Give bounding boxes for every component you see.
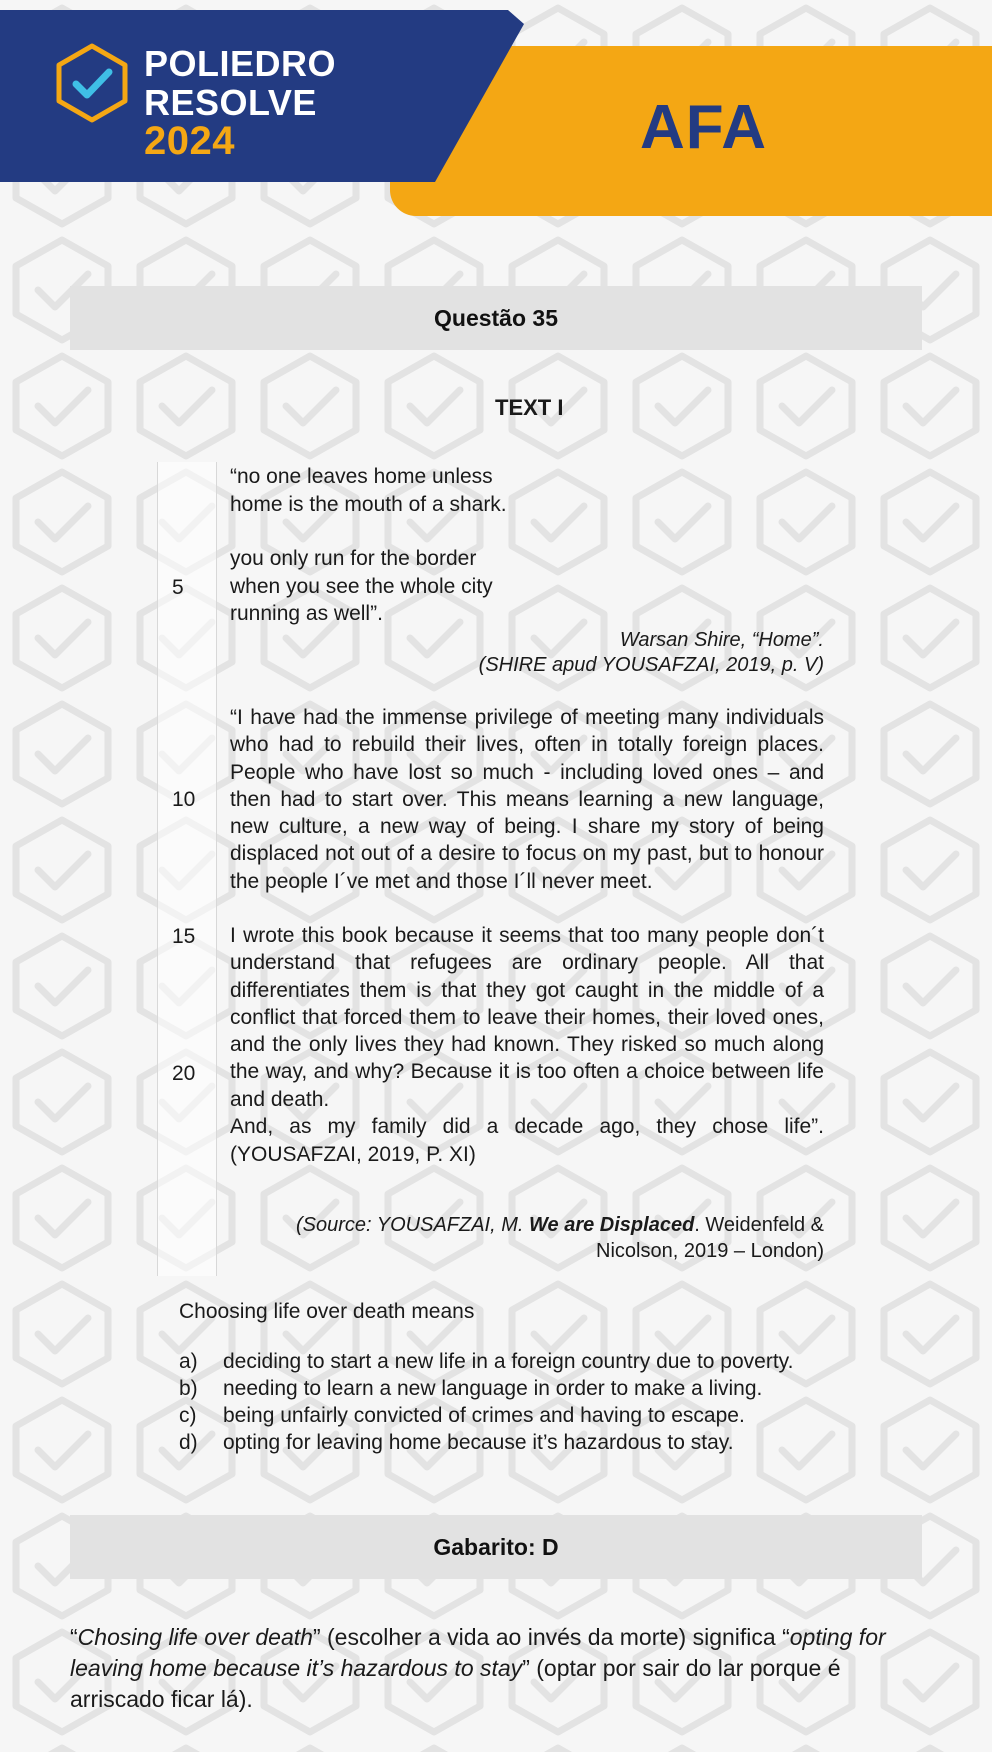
- option-b: [179, 1377, 762, 1401]
- paragraph-2: I wrote this book because it seems that too many people don´t understand that refugees are ordinary people. All that differentiates them is that they got caught in the middle of a conflict that forced them to leave their homes, their loved ones, and the only lives they had known. They risked so much along the way, and why? Because it is too often a choice between life and death.: [230, 924, 824, 1111]
- poem-credit-author: Warsan Shire, “Home”.: [619, 629, 824, 651]
- paragraph-3: And, as my family did a decade ago, they chose life”.: [230, 1115, 824, 1138]
- option-d: [179, 1431, 734, 1455]
- poem-line: when you see the whole city: [230, 575, 493, 598]
- question-prompt: Choosing life over death means: [179, 1300, 475, 1323]
- poem-credit-ref: (SHIRE apud YOUSAFZAI, 2019, p. V): [478, 654, 824, 676]
- source-book-title: We are Displaced: [529, 1214, 695, 1236]
- source-line-2: Nicolson, 2019 – London: [596, 1240, 818, 1262]
- line-number-column: [157, 462, 217, 1276]
- source-suffix: . Weidenfeld &: [694, 1214, 824, 1236]
- option-text: deciding to start a new life in a foreign country due to poverty.: [223, 1350, 794, 1373]
- source-prefix: (Source: YOUSAFZAI, M.: [295, 1214, 530, 1236]
- option-key: b): [179, 1377, 198, 1400]
- line-number: 5: [172, 576, 184, 599]
- question-heading-bar: [70, 286, 922, 350]
- brand-logo-text: [144, 44, 336, 161]
- explanation-open-quote: “: [70, 1624, 78, 1650]
- poem-line: home is the mouth of a shark.: [230, 493, 507, 516]
- option-a: [179, 1350, 793, 1374]
- line-number: 20: [172, 1062, 196, 1085]
- question-heading: Questão 35: [434, 304, 558, 331]
- paragraph-1: “I have had the immense privilege of meeting many individuals who had to rebuild their lives, often in totally foreign places. People who have lost so much - including loved ones – and then had to start over. This means learning a new language, new culture, a new way of being. I share my story of being displaced not out of a desire to focus on my past, but to honour the people I´ve met and those I´ll never meet.: [230, 706, 824, 893]
- line-number: 10: [172, 788, 196, 811]
- brand-line-2: RESOLVE: [144, 82, 317, 123]
- option-key: d): [179, 1431, 198, 1454]
- paragraph-3-reference: (YOUSAFZAI, 2019, P. XI): [230, 1143, 476, 1166]
- exam-name: AFA: [640, 93, 767, 162]
- poem-line: running as well”.: [230, 602, 383, 625]
- text-title: TEXT I: [495, 395, 564, 420]
- explanation-quote-1: Chosing life over death: [77, 1624, 313, 1650]
- poem-line: you only run for the border: [230, 547, 477, 570]
- source-close: ): [817, 1240, 824, 1262]
- line-number: 15: [172, 925, 196, 948]
- brand-year: 2024: [144, 119, 235, 163]
- answer-heading-bar: [70, 1515, 922, 1579]
- check-hexagon-icon: [54, 42, 130, 124]
- option-key: a): [179, 1350, 198, 1373]
- option-key: c): [179, 1404, 197, 1427]
- answer-explanation: [70, 1622, 930, 1715]
- option-c: [179, 1404, 745, 1428]
- option-text: needing to learn a new language in order to make a living.: [223, 1377, 763, 1400]
- poem-credit: [400, 628, 824, 678]
- explanation-quote-2: opting for leaving home because it’s hazardous to stay: [70, 1624, 886, 1681]
- explanation-middle: ” (escolher a vida ao invés da morte) significa “: [312, 1624, 790, 1650]
- brand-line-1: POLIEDRO: [144, 43, 337, 84]
- option-text: opting for leaving home because it’s hazardous to stay.: [223, 1431, 734, 1454]
- poem-line: “no one leaves home unless: [230, 465, 493, 488]
- option-text: being unfairly convicted of crimes and having to escape.: [223, 1404, 745, 1427]
- explanation-tail: ” (optar por sair do lar porque é arriscado ficar lá).: [70, 1655, 841, 1712]
- answer-heading: Gabarito: D: [433, 1533, 559, 1560]
- source-citation: [250, 1212, 824, 1264]
